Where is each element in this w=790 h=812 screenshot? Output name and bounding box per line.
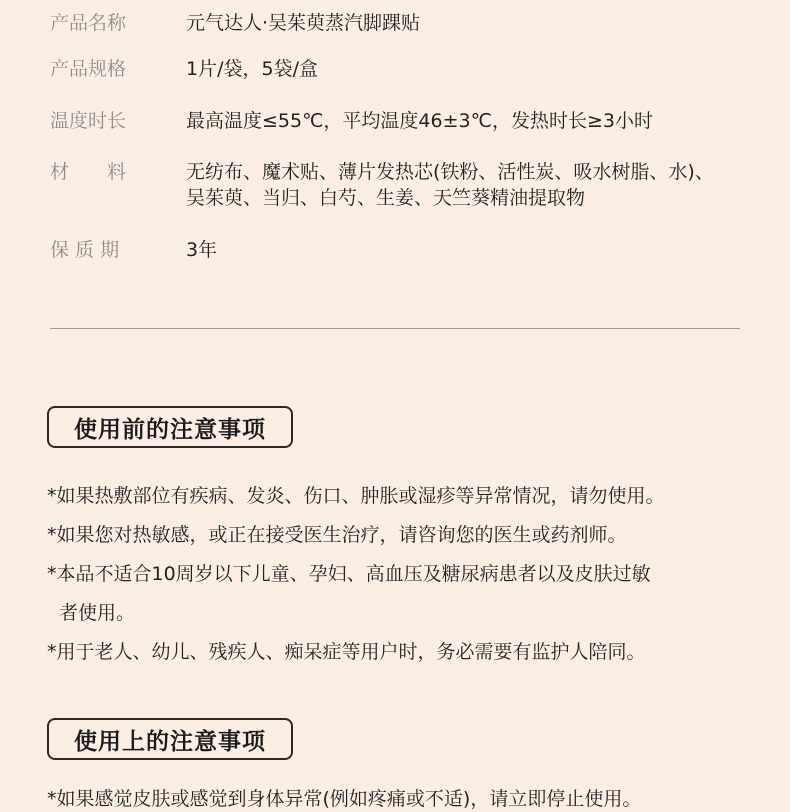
- spec-value-line: 无纺布、魔术贴、薄片发热芯(铁粉、活性炭、吸水树脂、水)、: [186, 161, 714, 183]
- divider: [50, 328, 740, 329]
- spec-value-line: 最高温度≤55℃，平均温度46±3℃，发热时长≥3小时: [186, 110, 653, 132]
- note-text: *本品不适合10周岁以下儿童、孕妇、高血压及糖尿病患者以及皮肤过敏: [47, 563, 651, 585]
- spec-value: [186, 237, 217, 263]
- note-text-continued: 者使用。: [59, 602, 136, 624]
- spec-value: [186, 108, 653, 134]
- section-title-before-use: 使用前的注意事项: [47, 406, 293, 448]
- spec-label: 产品规格: [50, 58, 127, 80]
- spec-value-line: 元气达人·吴茱萸蒸汽脚踝贴: [186, 12, 421, 34]
- note-item: [47, 477, 767, 516]
- spec-value: [186, 10, 420, 36]
- spec-value-line: 吴茱萸、当归、白芍、生姜、天竺葵精油提取物: [186, 187, 586, 209]
- spec-value-line: 3年: [186, 239, 218, 261]
- spec-value: [186, 159, 714, 211]
- note-text-partial: *如果感觉皮肤或感觉到身体异常(例如疼痛或不适)，请立即停止使用。: [47, 788, 642, 810]
- spec-label: 温度时长: [50, 110, 127, 132]
- spec-label: 产品名称: [50, 12, 127, 34]
- spec-label: 材 料: [50, 161, 127, 183]
- note-text: *如果您对热敏感，或正在接受医生治疗，请咨询您的医生或药剂师。: [47, 524, 627, 546]
- spec-label: 保 质 期: [50, 239, 120, 261]
- note-text: *用于老人、幼儿、残疾人、痴呆症等用户时，务必需要有监护人陪同。: [47, 641, 646, 663]
- spec-value: [186, 56, 318, 82]
- note-item: [47, 555, 767, 633]
- note-item: [47, 516, 767, 555]
- note-text: *如果热敷部位有疾病、发炎、伤口、肿胀或湿疹等异常情况，请勿使用。: [47, 485, 665, 507]
- section-title-during-use: 使用上的注意事项: [47, 718, 293, 760]
- spec-value-line: 1片/袋，5袋/盒: [186, 58, 318, 80]
- before-use-notes: [47, 477, 767, 672]
- note-item: [47, 633, 767, 672]
